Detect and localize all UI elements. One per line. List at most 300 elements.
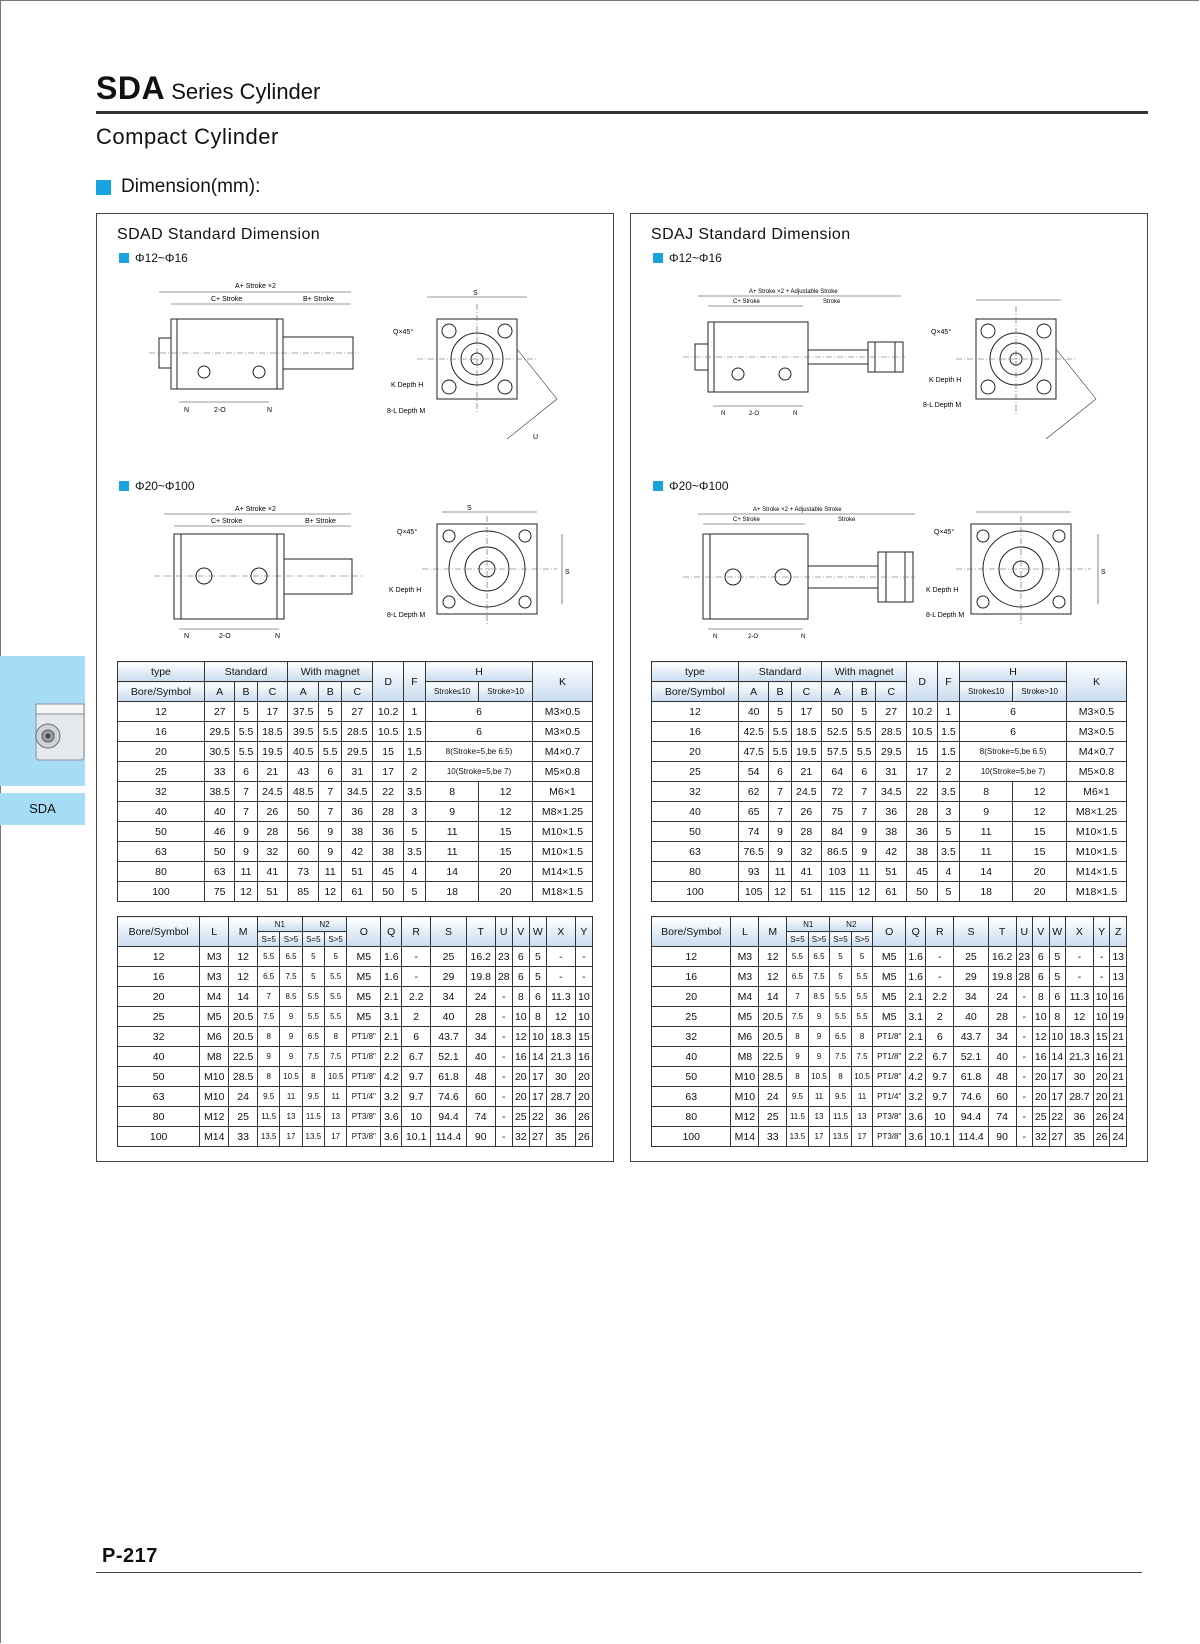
header-cell: D	[907, 662, 937, 702]
table-cell: 5	[1049, 947, 1065, 967]
s-label: S	[473, 290, 478, 297]
table-cell: 25	[512, 1107, 529, 1127]
header-cell: S>5	[808, 932, 830, 947]
header-cell: B	[235, 682, 257, 702]
table-cell: 16	[512, 1047, 529, 1067]
table-cell: M6×1	[532, 782, 592, 802]
table-cell: 9	[808, 1007, 830, 1027]
table-cell: 94.4	[431, 1107, 467, 1127]
table-cell: 60	[988, 1087, 1016, 1107]
table-cell: 15	[479, 822, 533, 842]
table-cell: M5	[347, 947, 381, 967]
cylinder-icon	[30, 696, 85, 766]
table-cell: 9.5	[787, 1087, 809, 1107]
table-cell: 6	[1049, 987, 1065, 1007]
table-cell: M12	[200, 1107, 229, 1127]
table-cell: 18.5	[257, 722, 287, 742]
table-cell: PT1/8"	[347, 1047, 381, 1067]
table-cell: 24	[229, 1087, 258, 1107]
table-cell: 13.5	[302, 1127, 324, 1147]
table-cell: 5.5	[830, 1007, 852, 1027]
table-cell: 5.5	[235, 722, 257, 742]
table-cell: 3	[403, 802, 425, 822]
table-cell: 34.5	[342, 782, 373, 802]
table-row	[118, 862, 593, 882]
table-cell: 12	[229, 947, 258, 967]
table-cell: 5	[769, 702, 791, 722]
table-cell: M5×0.8	[532, 762, 592, 782]
table-cell: 27	[342, 702, 373, 722]
header-cell: X	[1065, 917, 1093, 947]
header-cell: With magnet	[822, 662, 907, 682]
header-cell: Standard	[204, 662, 287, 682]
table-cell: -	[1016, 1007, 1032, 1027]
table-cell: 2.2	[402, 987, 431, 1007]
table-cell: 50	[118, 1067, 200, 1087]
header-cell: N2	[830, 917, 873, 932]
table-cell: 5.5	[853, 742, 876, 762]
table-cell: 15	[479, 842, 533, 862]
table-cell: 76.5	[738, 842, 768, 862]
table-cell: 15	[373, 742, 403, 762]
table-cell: 17	[257, 702, 287, 722]
table-cell: 3.5	[937, 782, 959, 802]
sdaj-small-side-drawing	[653, 282, 908, 432]
k-depth-label: K Depth H	[391, 382, 424, 389]
table-cell: 21	[1110, 1047, 1127, 1067]
table-cell: 20	[118, 742, 205, 762]
sdaj-large-end-drawing	[926, 504, 1126, 629]
table-cell: 17	[280, 1127, 302, 1147]
header-cell: Bore/Symbol	[118, 682, 205, 702]
table-cell: 13	[325, 1107, 347, 1127]
table-cell: 8	[258, 1067, 280, 1087]
table-cell: 5	[235, 702, 257, 722]
header-row	[118, 682, 593, 702]
table-cell: 22.5	[229, 1047, 258, 1067]
table-cell: 20	[575, 1087, 592, 1107]
table-cell: 13.5	[258, 1127, 280, 1147]
table-cell: 28.7	[546, 1087, 575, 1107]
range-small: Φ12~Φ16	[119, 251, 188, 265]
table-cell: -	[575, 967, 592, 987]
table-cell: 8	[960, 782, 1013, 802]
table-cell: 36	[876, 802, 907, 822]
table-cell: 61.8	[431, 1067, 467, 1087]
table-cell: 12	[853, 882, 876, 902]
table-row	[652, 882, 1127, 902]
table-cell: 2.1	[381, 987, 402, 1007]
table-cell: M10×1.5	[1066, 842, 1126, 862]
table-cell: 8	[529, 1007, 546, 1027]
sdad-small-end-drawing	[387, 289, 587, 459]
table-cell: 15	[1013, 822, 1067, 842]
table-cell: 25	[118, 1007, 200, 1027]
header-cell: V	[512, 917, 529, 947]
table-cell: 30.5	[204, 742, 234, 762]
table-cell: -	[575, 947, 592, 967]
table-cell: 50	[822, 702, 853, 722]
header-cell: F	[937, 662, 959, 702]
table-cell: 50	[204, 842, 234, 862]
range-small: Φ12~Φ16	[653, 251, 722, 265]
header-cell: S=5	[302, 932, 324, 947]
table-cell: 36	[546, 1107, 575, 1127]
table-cell: 21	[1110, 1067, 1127, 1087]
table-cell: M12	[731, 1107, 759, 1127]
header-cell: N1	[787, 917, 830, 932]
table-cell: 13.5	[787, 1127, 809, 1147]
blue-square-icon	[96, 180, 111, 195]
table-cell: -	[546, 967, 575, 987]
blue-square-icon	[119, 481, 129, 491]
table-cell: 32	[652, 782, 739, 802]
table-cell: 27	[529, 1127, 546, 1147]
table-cell: M6	[200, 1027, 229, 1047]
table-cell: 12	[479, 782, 533, 802]
header-cell: O	[347, 917, 381, 947]
table-cell: -	[1016, 1127, 1032, 1147]
table-cell: 32	[652, 1027, 731, 1047]
table-cell: M5	[873, 987, 906, 1007]
table-cell: 11	[325, 1087, 347, 1107]
table-row	[118, 1107, 593, 1127]
table-cell: M10×1.5	[532, 822, 592, 842]
table-cell: 7.5	[830, 1047, 852, 1067]
table-cell: 6.7	[926, 1047, 954, 1067]
table-cell: 22.5	[759, 1047, 787, 1067]
table-cell: 40	[988, 1047, 1016, 1067]
table-row	[652, 1067, 1127, 1087]
table-cell: 51	[876, 862, 907, 882]
table-row	[118, 782, 593, 802]
table-cell: 20	[1033, 1067, 1049, 1087]
table-cell: 32	[257, 842, 287, 862]
table-cell: 40	[204, 802, 234, 822]
table-cell: M3	[200, 967, 229, 987]
table-cell: 31	[876, 762, 907, 782]
table-cell: 3.5	[403, 782, 425, 802]
table-cell: 28	[791, 822, 821, 842]
table-cell: -	[1065, 947, 1093, 967]
table-cell: 27	[204, 702, 234, 722]
table-cell: 38.5	[204, 782, 234, 802]
table-cell: 32	[118, 1027, 200, 1047]
table-cell: 6.5	[302, 1027, 324, 1047]
table-cell: 2.1	[906, 1027, 926, 1047]
table-cell: 7.5	[851, 1047, 873, 1067]
table-cell: 10	[1049, 1027, 1065, 1047]
table-cell: M5	[873, 947, 906, 967]
table-cell: 16	[118, 967, 200, 987]
table-cell: 90	[988, 1127, 1016, 1147]
table-cell: 85	[288, 882, 319, 902]
table-cell: 1.5	[937, 742, 959, 762]
a-stroke-label: A+ Stroke ×2	[235, 283, 276, 290]
table-cell: M10	[200, 1087, 229, 1107]
table-row	[118, 947, 593, 967]
n-label: N	[721, 411, 726, 417]
range-large: Φ20~Φ100	[653, 479, 729, 493]
header-row	[118, 662, 593, 682]
table-cell: 73	[288, 862, 319, 882]
n-label: N	[184, 407, 190, 414]
table-cell: M8	[731, 1047, 759, 1067]
table-cell: 26	[575, 1127, 592, 1147]
table-cell: 10	[575, 987, 592, 1007]
table-cell: 45	[907, 862, 937, 882]
table-cell: 6.5	[280, 947, 302, 967]
table-cell: PT1/8"	[347, 1027, 381, 1047]
table-cell: 6	[926, 1027, 954, 1047]
table-cell: 20.5	[229, 1027, 258, 1047]
table-row	[118, 802, 593, 822]
table-cell: 9	[235, 822, 257, 842]
table-cell: 5	[302, 967, 324, 987]
table-row	[118, 1067, 593, 1087]
table-cell: 25	[652, 762, 739, 782]
table-cell: 12	[118, 702, 205, 722]
table-cell: 5.5	[319, 722, 342, 742]
table-cell: 3.6	[381, 1127, 402, 1147]
table-cell: M4×0.7	[532, 742, 592, 762]
table-cell: M6×1	[1066, 782, 1126, 802]
table-cell: 50	[373, 882, 403, 902]
table-cell: 9	[235, 842, 257, 862]
table-cell: 25	[118, 762, 205, 782]
table-cell: 17	[851, 1127, 873, 1147]
table-cell: 5.5	[235, 742, 257, 762]
header-cell: Y	[1093, 917, 1109, 947]
table-cell: 48	[466, 1067, 495, 1087]
table-cell: 12	[235, 882, 257, 902]
table-cell: 1.6	[381, 947, 402, 967]
table-cell: 20	[1013, 862, 1067, 882]
table-cell: 5	[319, 702, 342, 722]
table-cell: PT1/8"	[347, 1067, 381, 1087]
table-cell: 25	[759, 1107, 787, 1127]
header-cell: Stroke>10	[479, 682, 533, 702]
table-cell: 72	[822, 782, 853, 802]
table-cell: 5.5	[853, 722, 876, 742]
table-cell: 14	[1049, 1047, 1065, 1067]
table-cell: -	[495, 1067, 512, 1087]
table-cell: 9.5	[258, 1087, 280, 1107]
table-cell: 3.5	[937, 842, 959, 862]
sdaj-large-side-drawing	[653, 504, 918, 644]
header-cell: L	[200, 917, 229, 947]
table-cell: M10	[731, 1087, 759, 1107]
table-cell: 10	[926, 1107, 954, 1127]
table-cell: 25	[1033, 1107, 1049, 1127]
table-cell: 3.6	[906, 1107, 926, 1127]
header-cell: S	[431, 917, 467, 947]
table-cell: 56	[288, 822, 319, 842]
header-cell: S>5	[280, 932, 302, 947]
panel-title: SDAD Standard Dimension	[117, 226, 321, 243]
table-cell: 6	[402, 1027, 431, 1047]
page-subtitle: Compact Cylinder	[96, 124, 279, 149]
table-cell: 6	[426, 702, 533, 722]
a-stroke-label: A+ Stroke ×2 + Adjustable Stroke	[753, 507, 842, 513]
table-cell: 6	[769, 762, 791, 782]
table-cell: 29.5	[204, 722, 234, 742]
table-cell: 10.5	[851, 1067, 873, 1087]
table-cell: 1.5	[403, 742, 425, 762]
table-row	[652, 1047, 1127, 1067]
table-cell: 3.2	[906, 1087, 926, 1107]
table-cell: 7.5	[325, 1047, 347, 1067]
header-cell: A	[822, 682, 853, 702]
table-row	[652, 762, 1127, 782]
table-cell: 25	[431, 947, 467, 967]
header-cell: Bore/Symbol	[652, 917, 731, 947]
table-cell: 61.8	[954, 1067, 988, 1087]
table-cell: 60	[466, 1087, 495, 1107]
table-cell: -	[1093, 967, 1109, 987]
table-cell: -	[495, 987, 512, 1007]
table-row	[652, 842, 1127, 862]
table-cell: 51	[257, 882, 287, 902]
table-cell: 12	[512, 1027, 529, 1047]
table-cell: M10	[200, 1067, 229, 1087]
header-cell: Standard	[738, 662, 821, 682]
table-cell: 10.5	[907, 722, 937, 742]
table-cell: 47.5	[738, 742, 768, 762]
two-o-label: 2-O	[214, 407, 226, 414]
table-cell: 32	[118, 782, 205, 802]
table-cell: 23	[495, 947, 512, 967]
header-cell: A	[738, 682, 768, 702]
table-row	[652, 1127, 1127, 1147]
two-o-label: 2-O	[219, 633, 231, 640]
table-cell: 38	[342, 822, 373, 842]
table-cell: M14×1.5	[532, 862, 592, 882]
table-cell: 6	[426, 722, 533, 742]
table-cell: M3	[200, 947, 229, 967]
table-cell: 28.7	[1065, 1087, 1093, 1107]
header-cell: W	[1049, 917, 1065, 947]
table-cell: 5	[937, 882, 959, 902]
page-number: P-217	[102, 1545, 158, 1567]
table-row	[652, 702, 1127, 722]
table-cell: M18×1.5	[532, 882, 592, 902]
table-cell: 3.5	[403, 842, 425, 862]
table-cell: 9	[787, 1047, 809, 1067]
dimension-heading: Dimension(mm):	[96, 176, 260, 198]
header-cell: Stroke≤10	[426, 682, 479, 702]
table-cell: 28.5	[876, 722, 907, 742]
table-cell: 34	[431, 987, 467, 1007]
table-row	[652, 862, 1127, 882]
table-cell: 9	[769, 842, 791, 862]
table-cell: 5.5	[851, 967, 873, 987]
header-cell: S=5	[787, 932, 809, 947]
header-cell: S=5	[258, 932, 280, 947]
table-cell: 17	[1049, 1087, 1065, 1107]
table-row	[652, 822, 1127, 842]
table-cell: 7.5	[787, 1007, 809, 1027]
table-cell: 5	[851, 947, 873, 967]
table-cell: 74.6	[954, 1087, 988, 1107]
table-cell: 8(Stroke=5,be 6.5)	[426, 742, 533, 762]
table-cell: 54	[738, 762, 768, 782]
table-cell: 3	[937, 802, 959, 822]
table-cell: 35	[1065, 1127, 1093, 1147]
table-cell: 35	[546, 1127, 575, 1147]
footer-rule	[96, 1572, 1142, 1573]
table-cell: 9	[769, 822, 791, 842]
table-cell: 10.1	[926, 1127, 954, 1147]
table-cell: 63	[652, 842, 739, 862]
table-cell: 41	[257, 862, 287, 882]
table-cell: 9.7	[402, 1087, 431, 1107]
sdaj-panel	[630, 213, 1148, 1162]
series-title: SDA Series Cylinder	[96, 70, 321, 106]
table-cell: 9.5	[830, 1087, 852, 1107]
header-cell: R	[926, 917, 954, 947]
table-cell: 9	[808, 1047, 830, 1067]
header-cell: U	[495, 917, 512, 947]
table-row	[118, 1007, 593, 1027]
table-cell: 15	[575, 1027, 592, 1047]
table-cell: 7.5	[302, 1047, 324, 1067]
table-cell: 34	[988, 1027, 1016, 1047]
table-cell: 51	[342, 862, 373, 882]
table-cell: 4.2	[906, 1067, 926, 1087]
table-cell: 40.5	[288, 742, 319, 762]
q45-label: Q×45°	[397, 529, 418, 536]
a-stroke-label: A+ Stroke ×2	[235, 506, 276, 513]
table-row	[118, 967, 593, 987]
table-cell: 5	[403, 822, 425, 842]
table-cell: -	[495, 1007, 512, 1027]
header-cell: D	[373, 662, 403, 702]
table-cell: PT1/4"	[873, 1087, 906, 1107]
table-cell: 17	[373, 762, 403, 782]
table-cell: 74	[988, 1107, 1016, 1127]
table-cell: 20	[575, 1067, 592, 1087]
header-cell: T	[988, 917, 1016, 947]
table-cell: 8	[1033, 987, 1049, 1007]
table-cell: 114.4	[431, 1127, 467, 1147]
table-cell: 32	[512, 1127, 529, 1147]
header-cell: C	[791, 682, 821, 702]
table-cell: 29	[954, 967, 988, 987]
table-cell: 10.5	[373, 722, 403, 742]
n-label: N	[713, 634, 718, 640]
table-cell: 4.2	[381, 1067, 402, 1087]
table-cell: 50	[907, 882, 937, 902]
table-cell: 21	[1110, 1027, 1127, 1047]
table-cell: 19.5	[257, 742, 287, 762]
table-cell: 5.5	[319, 742, 342, 762]
table-cell: 5	[1049, 967, 1065, 987]
table-cell: 8.5	[280, 987, 302, 1007]
header-cell: S>5	[851, 932, 873, 947]
table-cell: 103	[822, 862, 853, 882]
table-cell: 75	[822, 802, 853, 822]
table-cell: 7	[853, 782, 876, 802]
table-cell: 63	[652, 1087, 731, 1107]
b-stroke-label: B+ Stroke	[305, 518, 336, 525]
header-cell: B	[769, 682, 791, 702]
table-cell: -	[1016, 1047, 1032, 1067]
table-row	[118, 722, 593, 742]
table-cell: M5	[731, 1007, 759, 1027]
table-cell: 24	[988, 987, 1016, 1007]
table-cell: PT3/8"	[347, 1107, 381, 1127]
